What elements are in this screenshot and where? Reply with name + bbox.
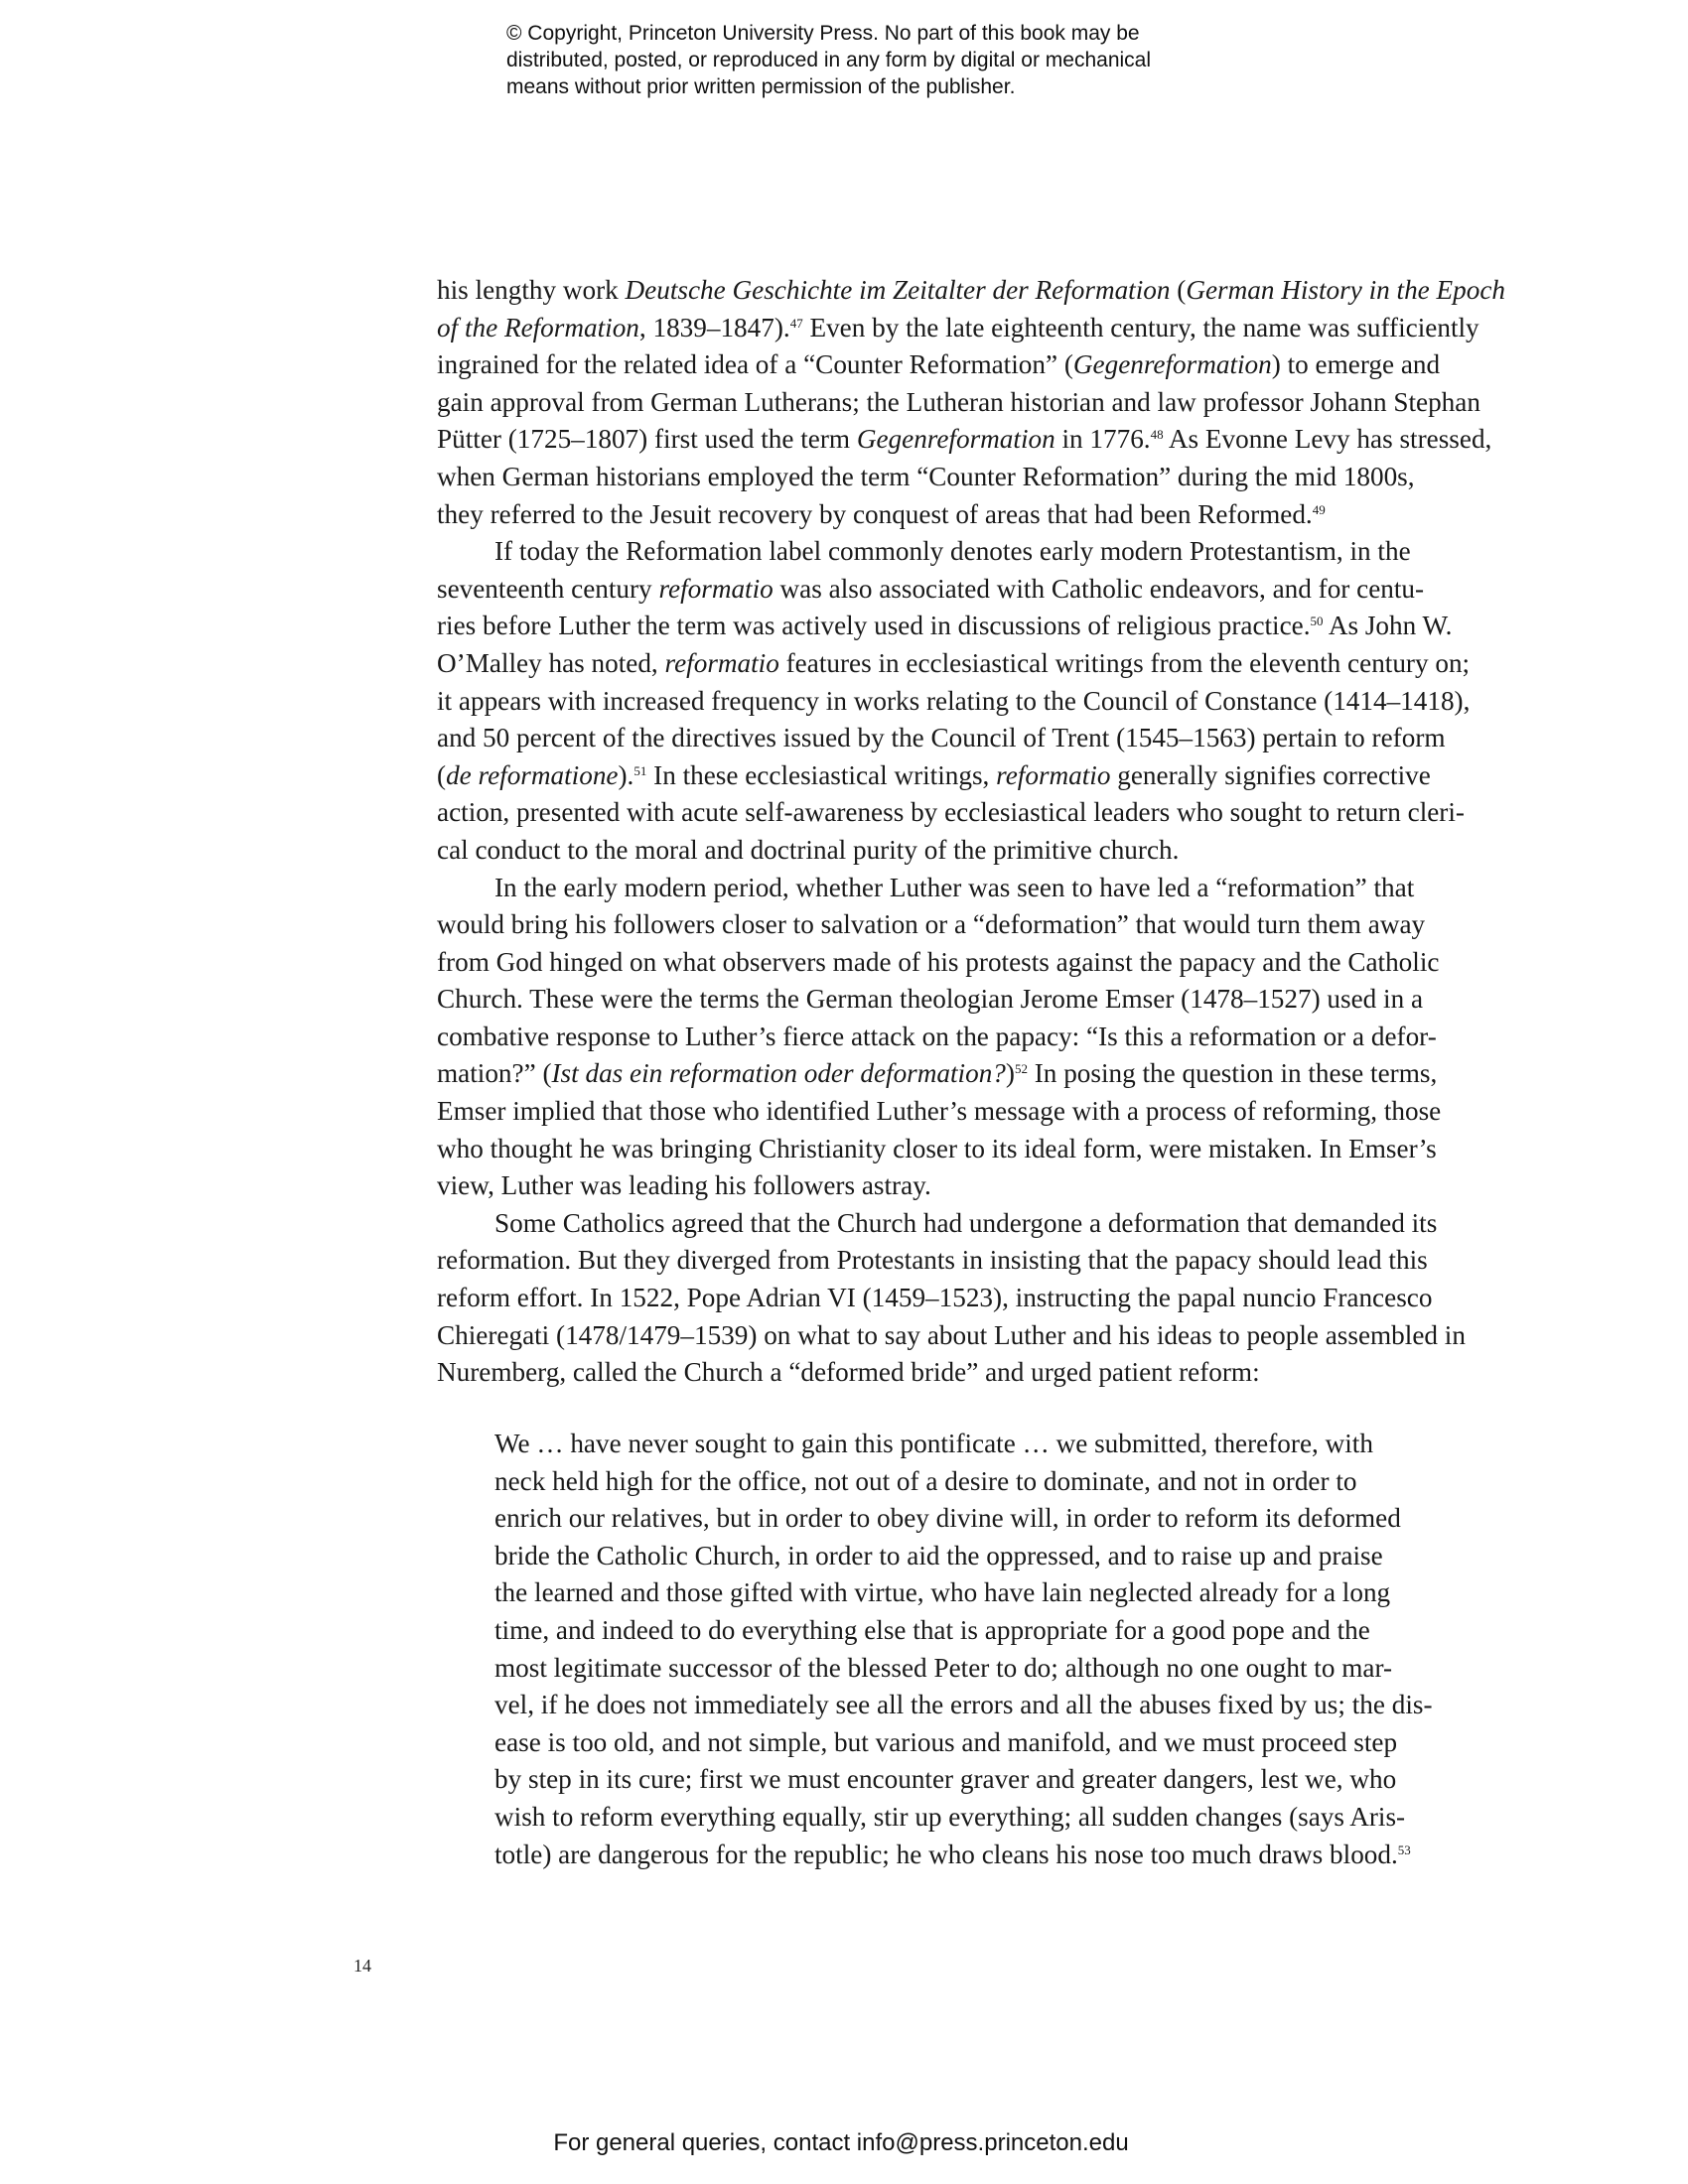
text-line [437, 757, 1489, 795]
text-segment: they referred to the Jesuit recovery by conquest of areas that had been Reformed. [437, 498, 1313, 529]
text-line [437, 571, 1489, 609]
text-line [437, 1242, 1489, 1280]
page-number: 14 [353, 1956, 371, 1976]
text-line [437, 1317, 1489, 1355]
text-segment: when German historians employed the term “Counter Reformation” during the mid 1800s, [437, 461, 1415, 491]
copyright-line: distributed, posted, or reproduced in any form by digital or mechanical [506, 49, 1152, 71]
text-segment: We … have never sought to gain this pontificate … we submitted, therefore, with [494, 1429, 1373, 1458]
text-segment: by step in its cure; first we must encounter graver and greater dangers, lest we, who [494, 1764, 1397, 1795]
italic-text: Gegenreformation [1072, 349, 1272, 380]
text-segment: ( [437, 759, 447, 790]
text-segment: In the early modern period, whether Luther was seen to have led a “reformation” that [494, 872, 1415, 902]
text-line [437, 832, 1489, 870]
text-line [494, 1650, 1487, 1688]
text-segment: in 1776. [1055, 424, 1151, 455]
text-segment: most legitimate successor of the blessed Peter to do; although no one ought to mar- [494, 1652, 1393, 1683]
text-segment: , 1839–1847). [638, 312, 790, 342]
text-line [437, 384, 1489, 422]
text-line [437, 1019, 1489, 1056]
text-segment: In posing the question in these terms, [1027, 1058, 1438, 1089]
italic-text: German History in the Epoch [1186, 275, 1505, 305]
text-line [437, 272, 1505, 310]
text-segment: neck held high for the office, not out of a desire to dominate, and not in order to [494, 1465, 1357, 1496]
text-segment: ( [1170, 275, 1187, 305]
text-line [437, 421, 1492, 459]
italic-text: Gegenreformation [856, 424, 1055, 455]
text-segment: and 50 percent of the directives issued by the Council of Trent (1545–1563) pertain to reform [437, 723, 1446, 753]
text-line [437, 1093, 1489, 1131]
text-line [494, 1761, 1487, 1799]
text-segment: ) [1005, 1058, 1015, 1089]
text-segment: As Evonne Levy has stressed, [1163, 424, 1492, 455]
text-line [437, 608, 1489, 645]
text-segment: bride the Catholic Church, in order to aid the oppressed, and to raise up and praise [494, 1540, 1383, 1570]
body-text [437, 272, 1505, 1392]
text-line [437, 794, 1489, 832]
text-line [494, 1724, 1487, 1762]
text-line [437, 944, 1489, 982]
text-segment: features in ecclesiastical writings from the eleventh century on; [778, 647, 1471, 678]
text-segment: his lengthy work [437, 275, 626, 305]
text-segment: ries before Luther the term was actively used in discussions of religious practice. [437, 611, 1311, 641]
copyright-line: © Copyright, Princeton University Press. No part of this book may be [506, 22, 1140, 45]
footnote-marker: 48 [1150, 427, 1164, 443]
text-line [437, 1055, 1489, 1093]
text-segment: ease is too old, and not simple, but various and manifold, and we must proceed step [494, 1726, 1398, 1757]
text-segment: the learned and those gifted with virtue, who have lain neglected already for a long [494, 1577, 1391, 1608]
text-segment: If today the Reformation label commonly denotes early modern Protestantism, in the [494, 536, 1411, 567]
text-segment: who thought he was bringing Christianity closer to its ideal form, were mistaken. In Emser’s [437, 1133, 1437, 1163]
text-segment: time, and indeed to do everything else that is appropriate for a good pope and the [494, 1614, 1370, 1645]
text-segment: from God hinged on what observers made of his protests against the papacy and the Catholic [437, 946, 1440, 977]
text-segment: cal conduct to the moral and doctrinal purity of the primitive church. [437, 834, 1180, 865]
text-segment: Chieregati (1478/1479–1539) on what to say about Luther and his ideas to people assembled in [437, 1319, 1466, 1350]
text-segment: Even by the late eighteenth century, the name was sufficiently [802, 312, 1479, 342]
italic-text: of the Reformation [437, 312, 639, 342]
text-segment: enrich our relatives, but in order to obey divine will, in order to reform its deformed [494, 1503, 1401, 1534]
text-segment: ingrained for the related idea of a “Counter Reformation” ( [437, 349, 1073, 380]
text-line [437, 683, 1489, 721]
text-line [494, 1574, 1487, 1612]
text-segment: O’Malley has noted, [437, 647, 665, 678]
italic-text: reformatio [664, 647, 779, 678]
text-line [494, 1500, 1487, 1538]
text-segment: gain approval from German Lutherans; the Lutheran historian and law professor Johann Stephan [437, 386, 1480, 417]
text-segment: combative response to Luther’s fierce attack on the papacy: “Is this a reformation or a defor- [437, 1021, 1437, 1051]
text-segment: wish to reform everything equally, stir up everything; all sudden changes (says Aris- [494, 1801, 1406, 1832]
footnote-marker: 47 [789, 315, 803, 331]
text-segment: Nuremberg, called the Church a “deformed bride” and urged patient reform: [437, 1357, 1260, 1388]
text-segment: reform effort. In 1522, Pope Adrian VI (1459–1523), instructing the papal nuncio Francesco [437, 1283, 1433, 1313]
text-line [494, 1612, 1487, 1650]
text-segment: seventeenth century [437, 573, 659, 604]
text-line [437, 870, 1489, 907]
footnote-marker: 52 [1014, 1061, 1028, 1077]
text-segment: mation?” ( [437, 1058, 552, 1089]
footer [0, 2129, 1688, 2157]
copyright-notice [506, 20, 1261, 100]
text-segment: generally signifies corrective [1110, 759, 1431, 790]
text-line [437, 496, 1489, 534]
text-line [437, 645, 1489, 683]
text-line [437, 720, 1489, 757]
text-segment: reformation. But they diverged from Protestants in insisting that the papacy should lead this [437, 1245, 1428, 1276]
text-segment: Emser implied that those who identified Luther’s message with a process of reforming, those [437, 1096, 1442, 1127]
copyright-line: means without prior written permission of the publisher. [506, 75, 1016, 98]
italic-text: Ist das ein reformation oder deformation? [551, 1058, 1006, 1089]
footer-contact-text: For general queries, contact info@press.princeton.edu [553, 2129, 1129, 2156]
paragraph [437, 533, 1489, 869]
text-line [494, 1426, 1487, 1463]
text-segment: As John W. [1323, 611, 1453, 641]
block-quote [494, 1426, 1487, 1873]
italic-text: Deutsche Geschichte im Zeitalter der Reformation [625, 275, 1171, 305]
italic-text: reformatio [996, 759, 1111, 790]
text-segment: view, Luther was leading his followers astray. [437, 1170, 931, 1201]
text-line [437, 310, 1489, 347]
footnote-marker: 51 [633, 762, 647, 778]
text-line [437, 346, 1489, 384]
text-line [437, 906, 1489, 944]
text-line [437, 459, 1489, 496]
text-segment: Church. These were the terms the German theologian Jerome Emser (1478–1527) used in a [437, 984, 1424, 1015]
text-segment: ) to emerge and [1271, 349, 1441, 380]
text-line [437, 1205, 1489, 1243]
text-segment: action, presented with acute self-awareness by ecclesiastical leaders who sought to return cleri- [437, 797, 1465, 828]
text-line [437, 533, 1489, 571]
footnote-marker: 53 [1397, 1842, 1411, 1857]
text-segment: was also associated with Catholic endeavors, and for centu- [773, 573, 1425, 604]
text-segment: it appears with increased frequency in works relating to the Council of Constance (1414–1418), [437, 685, 1471, 716]
text-line [437, 1280, 1489, 1317]
text-line [494, 1799, 1487, 1837]
footnote-marker: 49 [1312, 501, 1326, 517]
text-line [494, 1463, 1487, 1501]
paragraph [437, 272, 1505, 533]
text-segment: ). [618, 759, 634, 790]
text-segment: totle) are dangerous for the republic; he who cleans his nose too much draws blood. [494, 1839, 1398, 1869]
text-line [494, 1687, 1487, 1724]
footnote-marker: 50 [1310, 614, 1324, 629]
text-line [437, 1167, 1489, 1205]
text-line [437, 981, 1489, 1019]
text-segment: would bring his followers closer to salvation or a “deformation” that would turn them away [437, 909, 1426, 940]
text-line [494, 1538, 1487, 1575]
text-segment: Pütter (1725–1807) first used the term [437, 424, 857, 455]
text-line [437, 1131, 1489, 1168]
paragraph [437, 870, 1489, 1205]
text-segment: In these ecclesiastical writings, [646, 759, 997, 790]
text-segment: Some Catholics agreed that the Church had undergone a deformation that demanded its [494, 1207, 1438, 1238]
italic-text: de reformatione [446, 759, 619, 790]
paragraph [437, 1205, 1489, 1392]
text-line [494, 1837, 1487, 1874]
italic-text: reformatio [658, 573, 774, 604]
text-segment: vel, if he does not immediately see all the errors and all the abuses fixed by us; the dis- [494, 1690, 1433, 1720]
text-line [437, 1354, 1489, 1392]
